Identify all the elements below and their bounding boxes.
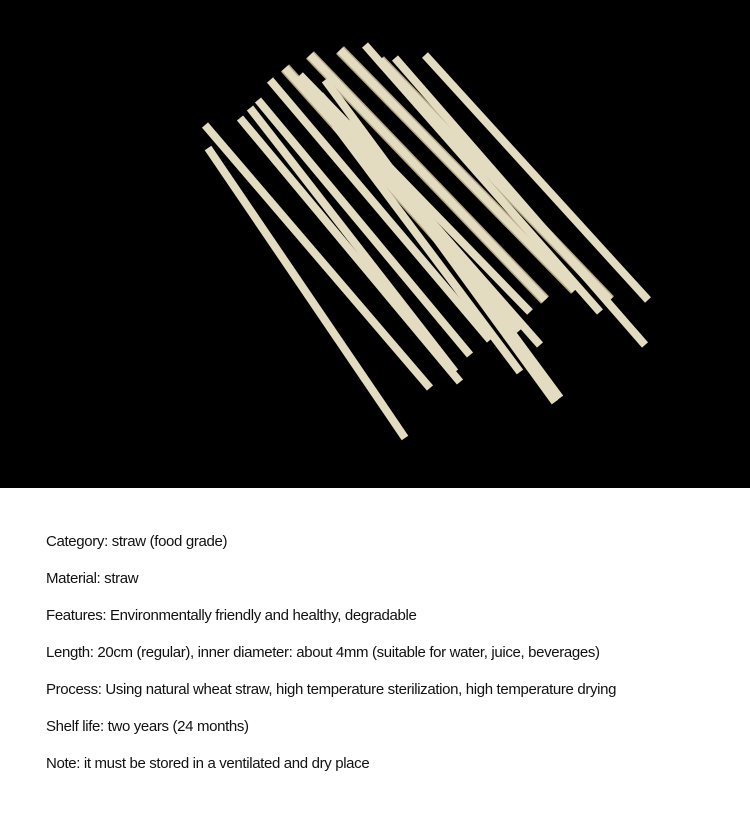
spec-note: Note: it must be stored in a ventilated and dry place <box>46 755 370 772</box>
spec-process: Process: Using natural wheat straw, high temperature sterilization, high temperature drying <box>46 681 617 698</box>
spec-category: Category: straw (food grade) <box>46 533 228 550</box>
spec-material: Material: straw <box>46 570 139 587</box>
product-specs <box>46 533 616 792</box>
spec-length: Length: 20cm (regular), inner diameter: about 4mm (suitable for water, juice, beverages) <box>46 644 600 661</box>
spec-features: Features: Environmentally friendly and healthy, degradable <box>46 607 417 624</box>
spec-shelf-life: Shelf life: two years (24 months) <box>46 718 249 735</box>
